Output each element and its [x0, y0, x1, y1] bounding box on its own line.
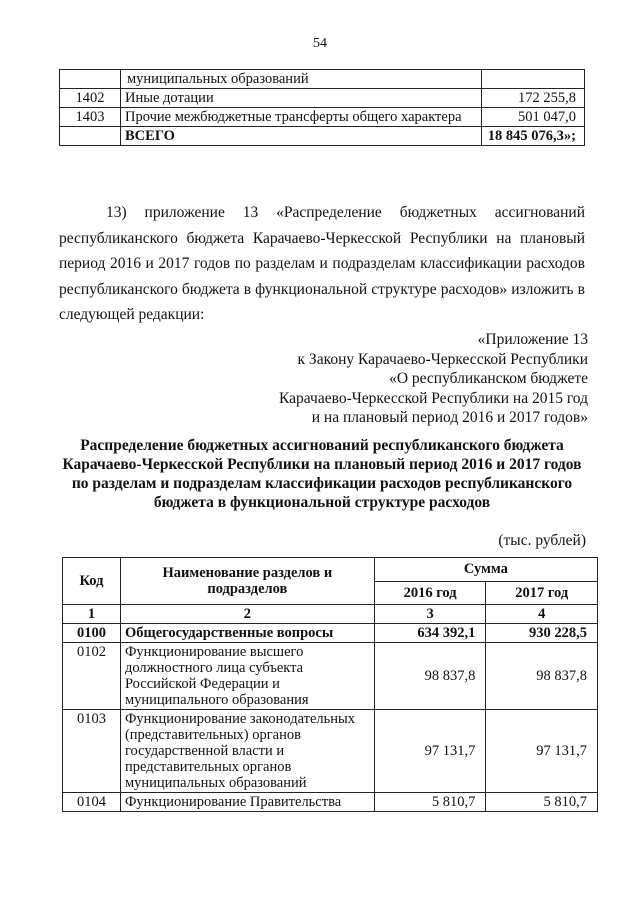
col-number: 3: [374, 605, 486, 624]
total-row: [60, 127, 585, 146]
row-value-2016: 97 131,7: [374, 710, 486, 793]
col-number: 2: [120, 605, 374, 624]
row-value: 172 255,8: [482, 89, 585, 108]
row-name: Прочие межбюджетные трансферты общего характера: [121, 108, 482, 127]
amendment-paragraph: [59, 200, 585, 328]
row-value-2017: 930 228,5: [486, 624, 598, 643]
col-number: 4: [486, 605, 598, 624]
row-value: [482, 70, 585, 89]
header-sum: Сумма: [374, 558, 597, 582]
row-code: 0103: [63, 710, 121, 793]
col-number: 1: [63, 605, 121, 624]
table-row: [60, 89, 585, 108]
row-value: 501 047,0: [482, 108, 585, 127]
paragraph-text: 13) приложение 13 «Распределение бюджетных ассигнований республиканского бюджета Карачаево-Черкесской Республики на плановый период 2016 и 2017 годов по разделам и подразделам классификации расходов республиканского бюджета в функциональной структуре расходов» изложить в следующей редакции:: [59, 204, 585, 323]
row-value-2016: 5 810,7: [374, 793, 486, 812]
total-label: ВСЕГО: [121, 127, 482, 146]
header-name: Наименование разделов и подразделов: [120, 558, 374, 605]
row-code: 1402: [60, 89, 121, 108]
row-name: Общегосударственные вопросы: [120, 624, 374, 643]
row-name: муниципальных образований: [121, 70, 482, 89]
table-row: [60, 108, 585, 127]
appendix-line: к Закону Карачаево-Черкесской Республики: [297, 350, 588, 368]
top-table: [59, 69, 585, 146]
row-name: Функционирование законодательных (представительных) органов государственной власти и представительных органов муниципальных образований: [120, 710, 374, 793]
row-name: Функционирование высшего должностного лица субъекта Российской Федерации и муниципального образования: [120, 643, 374, 710]
row-value-2017: 5 810,7: [486, 793, 598, 812]
row-code: 0104: [63, 793, 121, 812]
row-code: 0102: [63, 643, 121, 710]
table-row: [63, 643, 598, 710]
row-code: 0100: [63, 624, 121, 643]
header-code: Код: [63, 558, 121, 605]
total-code: [60, 127, 121, 146]
table-row: [63, 793, 598, 812]
header-2017: 2017 год: [486, 581, 598, 605]
row-value-2016: 634 392,1: [374, 624, 486, 643]
main-table: [62, 557, 598, 812]
appendix-line: Карачаево-Черкесской Республики на 2015 год: [279, 389, 588, 407]
column-numbers-row: [63, 605, 598, 624]
row-code: 1403: [60, 108, 121, 127]
total-value: 18 845 076,3»;: [482, 127, 585, 146]
row-name: Иные дотации: [121, 89, 482, 108]
document-title: Распределение бюджетных ассигнований республиканского бюджета Карачаево-Черкесской Республики на плановый период 2016 и 2017 годов по разделам и подразделам классификации расходов республиканского бюджета в функциональной структуре расходов: [62, 437, 582, 511]
table-row: [60, 70, 585, 89]
appendix-line: «О республиканском бюджете: [389, 370, 588, 387]
row-value-2017: 98 837,8: [486, 643, 598, 710]
page-number: 54: [313, 36, 327, 51]
row-value-2016: 98 837,8: [374, 643, 486, 710]
row-name: Функционирование Правительства: [120, 793, 374, 812]
header-2016: 2016 год: [374, 581, 486, 605]
table-row: [63, 624, 598, 643]
header-row: [63, 558, 598, 582]
appendix-line: и на плановый период 2016 и 2017 годов»: [311, 409, 588, 426]
appendix-line: «Приложение 13: [477, 331, 588, 348]
units-label: (тыс. рублей): [498, 532, 586, 549]
appendix-heading: [279, 330, 588, 428]
table-row: [63, 710, 598, 793]
row-code: [60, 70, 121, 89]
row-value-2017: 97 131,7: [486, 710, 598, 793]
